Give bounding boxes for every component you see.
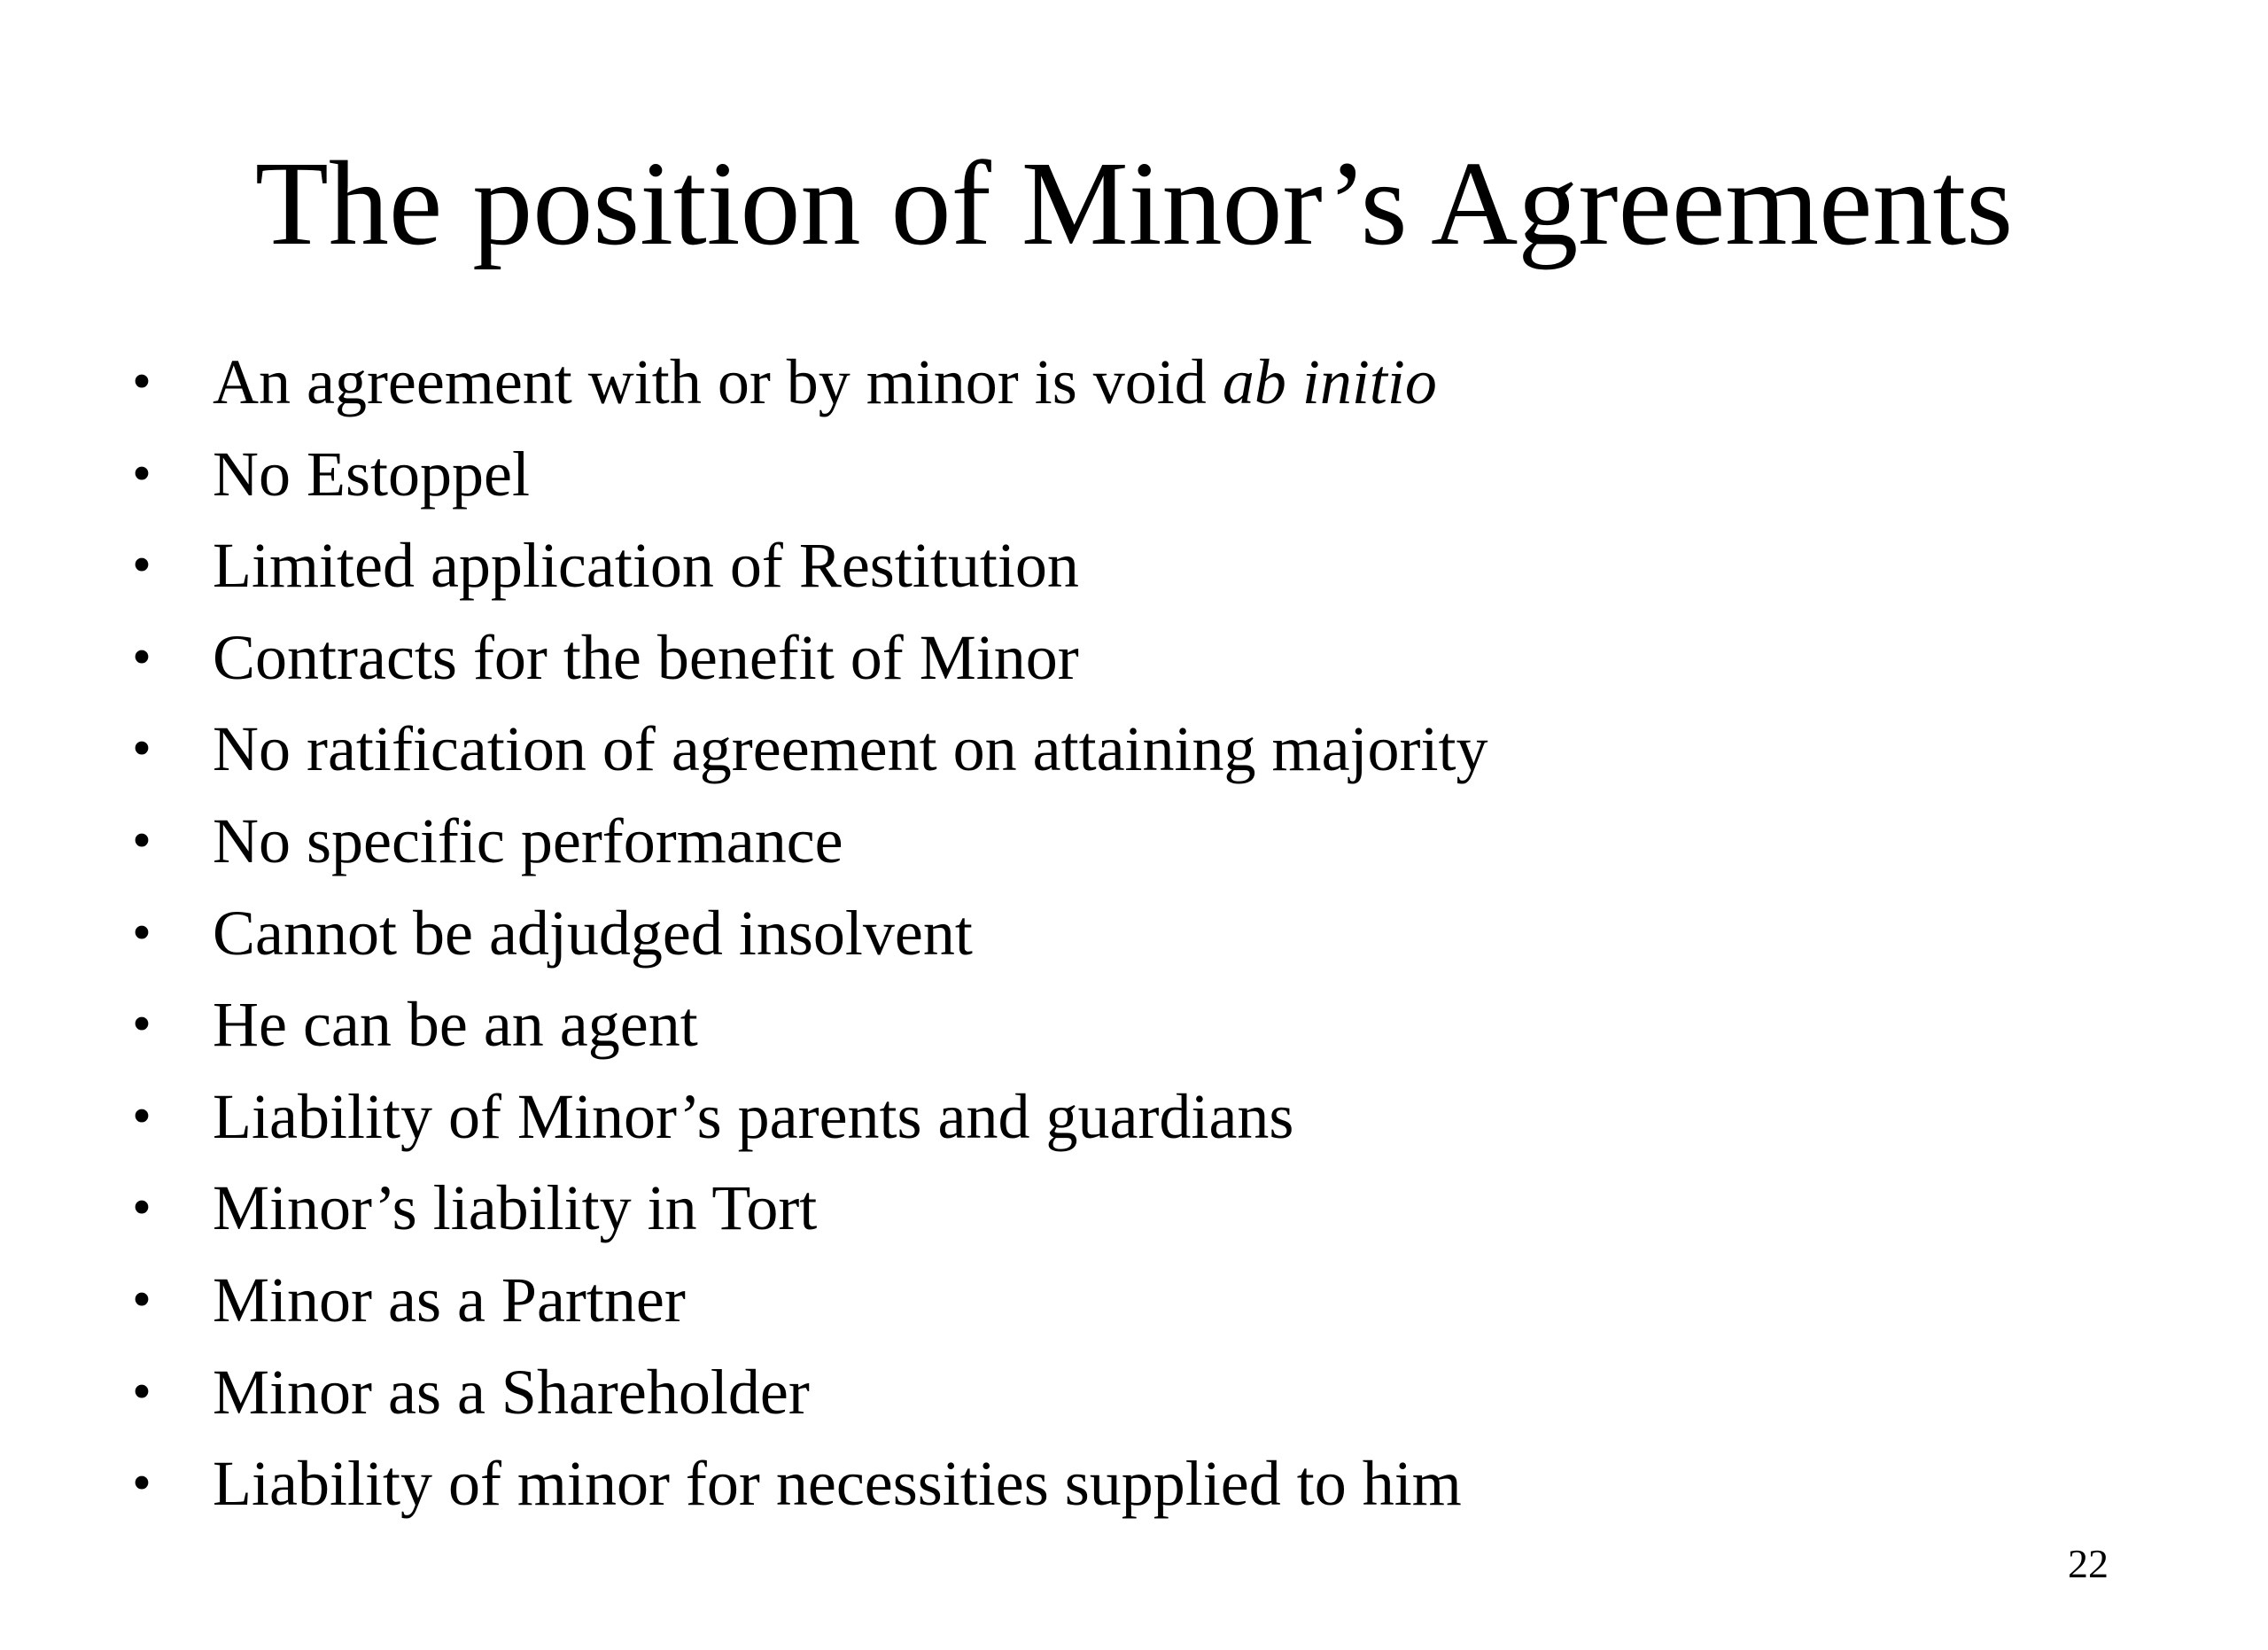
bullet-text xyxy=(213,337,1437,429)
bullet-text-italic: ab initio xyxy=(1222,346,1437,417)
slide-title: The position of Minor’s Agreements xyxy=(254,137,2014,270)
bullet-text: Minor’s liability in Tort xyxy=(213,1172,818,1244)
bullet-text: No ratification of agreement on attaining majority xyxy=(213,713,1488,785)
bullet-icon: • xyxy=(132,810,151,871)
bullet-text: Minor as a Partner xyxy=(213,1264,686,1335)
bullet-text: Minor as a Shareholder xyxy=(213,1356,810,1428)
bullet-text: He can be an agent xyxy=(213,989,698,1061)
bullet-text: No specific performance xyxy=(213,805,843,876)
bullet-icon: • xyxy=(132,535,151,596)
bullet-icon: • xyxy=(132,1361,151,1422)
bullet-icon: • xyxy=(132,1269,151,1330)
bullet-icon: • xyxy=(132,443,151,504)
bullet-icon: • xyxy=(132,719,151,780)
bullet-text: Cannot be adjudged insolvent xyxy=(213,897,973,969)
bullet-text: Limited application of Restitution xyxy=(213,530,1079,602)
bullet-text: Liability of minor for necessities supplied to him xyxy=(213,1448,1462,1520)
bullet-icon: • xyxy=(132,994,151,1055)
bullet-icon: • xyxy=(132,627,151,688)
bullet-text: No Estoppel xyxy=(213,438,530,510)
bullet-icon: • xyxy=(132,1453,151,1514)
bullet-text: Liability of Minor’s parents and guardians xyxy=(213,1080,1294,1152)
bullet-text: Contracts for the benefit of Minor xyxy=(213,621,1079,693)
bullet-text-plain: An agreement with or by minor is void xyxy=(213,346,1223,417)
page-number: 22 xyxy=(2068,1541,2109,1586)
bullet-icon: • xyxy=(132,902,151,963)
bullet-icon: • xyxy=(132,1178,151,1239)
bullet-icon: • xyxy=(132,1086,151,1147)
bullet-icon: • xyxy=(132,352,151,412)
